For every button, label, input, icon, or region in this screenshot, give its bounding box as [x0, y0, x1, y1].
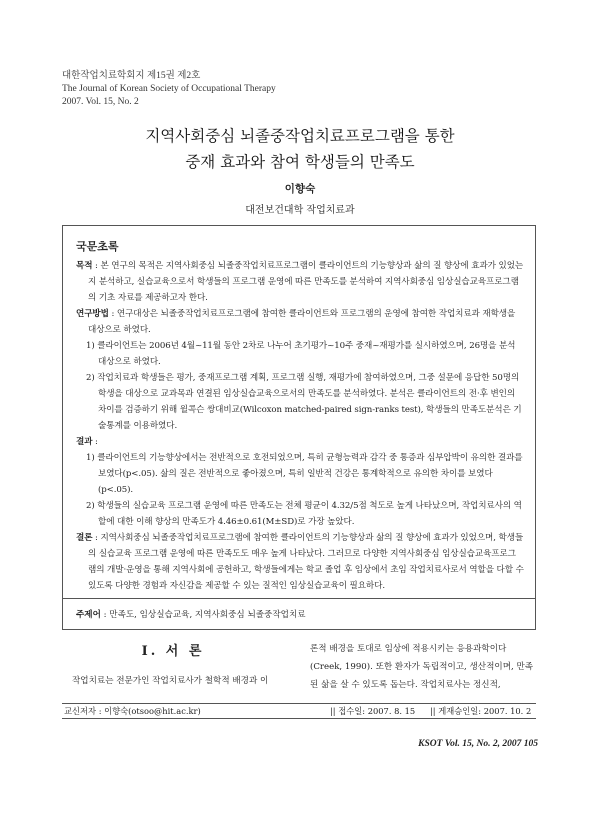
body-column-left [62, 640, 284, 690]
abstract-purpose [76, 258, 524, 306]
keywords-label: 주제어 [76, 610, 101, 620]
journal-header [62, 70, 276, 109]
conclusion-text: : 지역사회중심 뇌졸중작업치료프로그램에 참여한 클라이언트의 기능향상과 삶의 질 향상에 효과가 있었으며, 학생들의 실습교육 프로그램 운영에 따른 만족도도 매우 높게 나타났다. 그러므로 다양한 지역사회중심 임상실습교육프로그램의 개발·운영을 통해 지역사회에 공헌하고, 학생들에게는 학교 졸업 후 임상에서 초임 작업치료사로서 역할을 다할 수 있도록 다양한 경험과 자신감을 제공할 수 있는 질적인 임상실습교육이 필요하다. [88, 533, 524, 591]
author-affiliation: 대전보건대학 작업치료과 [245, 205, 355, 216]
title-line-1: 지역사회중심 뇌졸중작업치료프로그램을 통한 [145, 127, 455, 145]
results-text: : [92, 437, 98, 447]
conclusion-label: 결론 [76, 533, 93, 543]
intro-paragraph-right: 론적 배경을 토대로 임상에 적용시키는 응용과학이다(Creek, 1990). 또한 환자가 독립적이고, 생산적이며, 만족된 삶을 살 수 있도록 돕는다. 작업치료사는 정신적, [310, 644, 534, 690]
purpose-text: : 본 연구의 목적은 지역사회중심 뇌졸중작업치료프로그램이 클라이언트의 기능향상과 삶의 질 향상에 효과가 있었는지 분석하고, 실습교육으로서 학생들의 프로그램 운영에 따른 만족도를 분석하여 지역사회중심 임상실습교육프로그램의 기초 자료를 제공하고자 한다. [88, 261, 524, 303]
purpose-label: 목적 [76, 261, 93, 271]
abstract-heading: 국문초록 [76, 240, 119, 253]
section-title-introduction: I. 서 론 [141, 644, 205, 659]
accepted-date: || 게재승인일: 2007. 10. 2 [430, 706, 532, 716]
author-name: 이향숙 [284, 183, 316, 195]
method-item-2: 2) 작업치료과 학생들은 평가, 중재프로그램 계획, 프로그램 실행, 재평가에 참여하였으며, 그중 설문에 응답한 50명의 학생을 대상으로 교과목과 연결된 임상실습교육으로서의 만족도를 분석하였다. 분석은 클라이언트의 전·후 변인의 차이를 검증하기 위해 윌콕슨 쌍대비교(Wilcoxon matched-paired sign-ranks test), 학생들의 만족도분석은 기술통계를 이용하였다. [86, 373, 522, 431]
title-line-2: 중재 효과와 참여 학생들의 만족도 [185, 153, 415, 171]
intro-paragraph-left: 작업치료는 전문가인 작업치료사가 철학적 배경과 이 [72, 676, 269, 686]
paper-title [0, 123, 600, 175]
journal-issue: 2007. Vol. 15, No. 2 [62, 97, 139, 107]
results-item-1: 1) 클라이언트의 기능향상에서는 전반적으로 호전되었으며, 특히 균형능력과 감각 중 통증과 심부압박이 유의한 결과를 보였다(p<.05). 삶의 질은 전반적으로 좋아졌으며, 특히 일반적 건강은 통계학적으로 유의한 차이를 보였다(p<.05). [86, 453, 523, 495]
corresponding-author: 교신저자 : 이향숙(otsoo@hit.ac.kr) [64, 706, 201, 716]
body-column-right [310, 640, 536, 694]
abstract-keywords [76, 608, 306, 622]
method-label: 연구방법 [76, 309, 109, 319]
method-item-1: 1) 클라이언트는 2006년 4월~11월 동안 2차로 나누어 초기평가~10주 중재~재평가를 실시하였으며, 26명을 분석 대상으로 하였다. [86, 341, 516, 367]
journal-name-english: The Journal of Korean Society of Occupational Therapy [62, 84, 276, 94]
journal-name-korean: 대한작업치료학회지 제15권 제2호 [62, 71, 201, 81]
received-date: || 접수일: 2007. 8. 15 [330, 706, 416, 716]
abstract-conclusion [76, 530, 524, 594]
abstract-body [76, 258, 524, 594]
results-label: 결과 [76, 437, 93, 447]
keywords-text: : 만족도, 임상실습교육, 지역사회중심 뇌졸중작업치료 [100, 610, 306, 620]
abstract-box [62, 225, 536, 630]
abstract-results [76, 434, 524, 450]
results-item-2: 2) 학생들의 실습교육 프로그램 운영에 따른 만족도는 전체 평균이 4.32/5점 척도로 높게 나타났으며, 작업치료사의 역할에 대한 이해 향상의 만족도가 4.46±0.61(M±SD)로 가장 높았다. [86, 501, 522, 527]
page-footer: KSOT Vol. 15, No. 2, 2007 105 [418, 739, 538, 749]
abstract-method [76, 306, 524, 338]
article-info-footer [62, 703, 536, 719]
abstract-divider [63, 598, 535, 599]
method-text: : 연구대상은 뇌졸중작업치료프로그램에 참여한 클라이언트와 프로그램의 운영에 참여한 작업치료과 재학생을 대상으로 하였다. [88, 309, 516, 335]
